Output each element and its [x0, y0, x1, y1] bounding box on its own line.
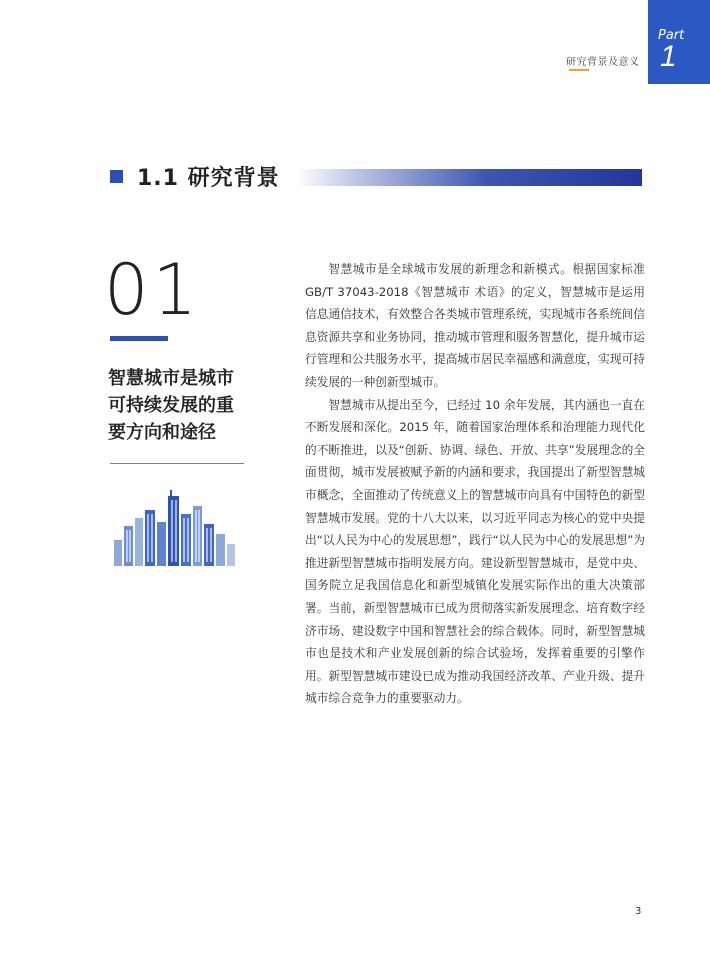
side-heading-line: 智慧城市是城市	[108, 368, 234, 389]
section-title: 1.1 研究背景	[137, 166, 280, 191]
section-marker-square	[110, 170, 123, 183]
section-gradient-bar	[296, 169, 642, 186]
body-paragraph: 智慧城市从提出至今，已经过 10 余年发展，其内涵也一直在不断发展和深化。2015 年，随着国家治理体系和治理能力现代化的不断推进，以及“创新、协调、绿色、开放、共享”发展理念的全面贯彻，城市发展被赋予新的内涵和要求，我国提出了新型智慧城市概念，全面推动了传统意义上的智慧城市向具有中国特色的新型智慧城市发展。党的十八大以来，以习近平同志为核心的党中央提出“以人民为中心的发展思想”，践行“以人民为中心的发展思想”为推进新型智慧城市指明发展方向。建设新型智慧城市，是党中央、国务院立足我国信息化和新型城镇化发展实际作出的重大决策部署。当前，新型智慧城市已成为贯彻落实新发展理念、培育数字经济市场、建设数字中国和智慧社会的综合载体。同时，新型智慧城市也是技术和产业发展创新的综合试验场，发挥着重要的引擎作用。新型智慧城市建设已成为推动我国经济改革、产业升级、提升城市综合竞争力的重要驱动力。	[305, 397, 645, 706]
body-paragraph: 智慧城市是全球城市发展的新理念和新模式。根据国家标准 GB/T 37043-2018《智慧城市 术语》的定义，智慧城市是运用信息通信技术，有效整合各类城市管理系统，实现城市各系统间信息资源共享和业务协同，推动城市管理和服务智慧化，提升城市运行管理和公共服务水平，提高城市居民幸福感和满意度，实现可持续发展的一种创新型城市。	[305, 262, 645, 389]
part-number: 1	[660, 40, 677, 73]
side-heading-line: 可持续发展的重	[108, 395, 234, 416]
side-divider	[110, 463, 244, 464]
side-heading-line: 要方向和途径	[108, 422, 216, 443]
page-number: 3	[635, 906, 642, 917]
running-header-label: 研究背景及意义	[566, 57, 640, 68]
body-text	[305, 258, 645, 710]
part-word: Part	[658, 28, 685, 43]
chapter-number: 01	[104, 249, 202, 331]
chapter-number-underline	[110, 336, 168, 341]
city-skyline-icon	[112, 488, 238, 566]
part-tab	[648, 0, 710, 84]
header-accent-line	[569, 69, 589, 71]
side-heading	[108, 365, 258, 446]
